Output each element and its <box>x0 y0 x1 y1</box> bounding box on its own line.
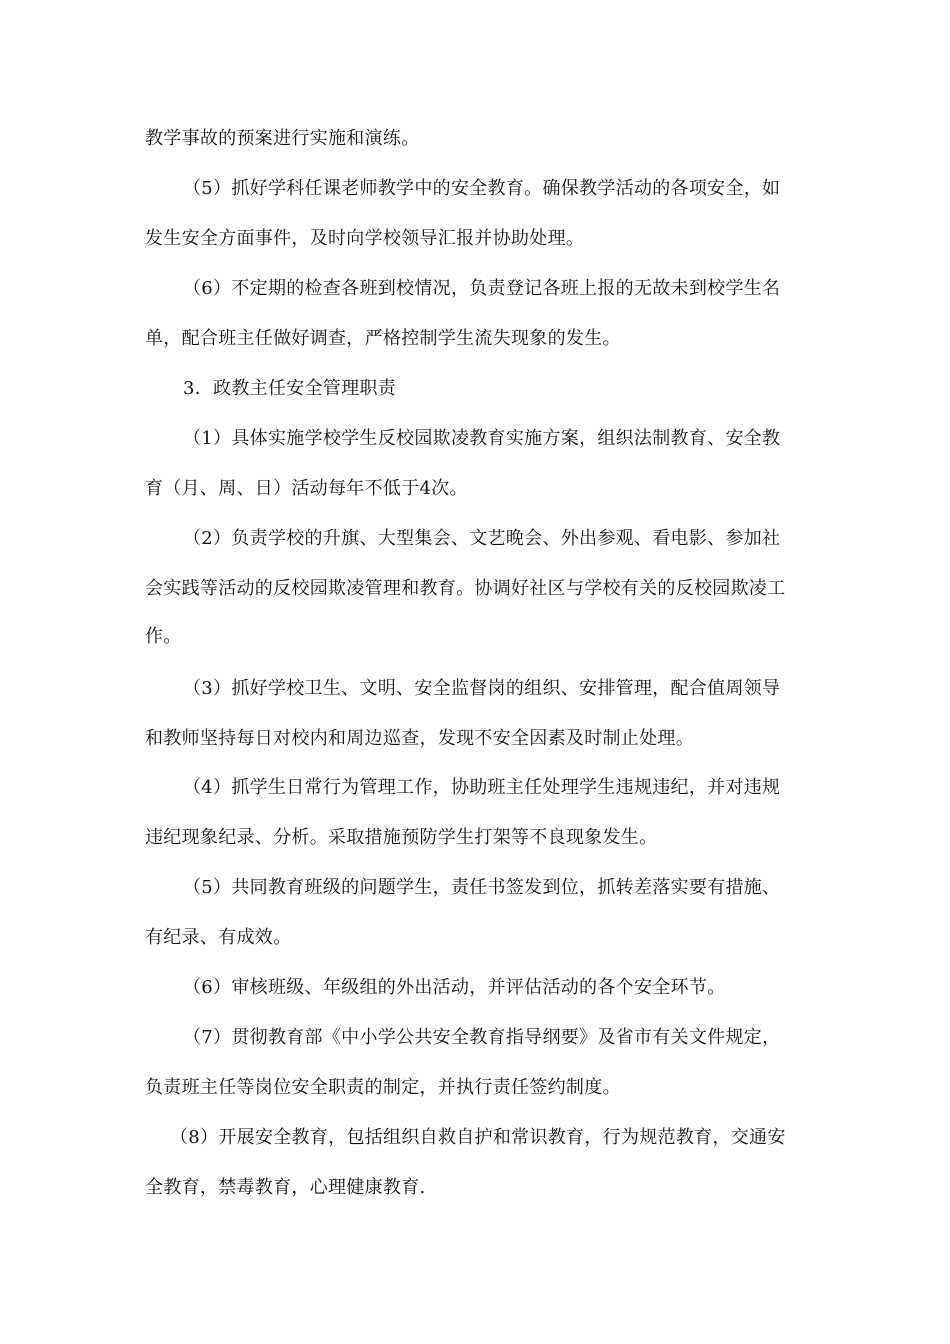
paragraph-5-line-1: （5）抓好学科任课老师教学中的安全教育。确保教学活动的各项安全，如 <box>183 178 781 199</box>
paragraph-2-line-3: 作。 <box>145 626 182 647</box>
paragraph-8-line-1: （8）开展安全教育，包括组织自救自护和常识教育，行为规范教育，交通安 <box>170 1127 786 1148</box>
section-heading: 3．政教主任安全管理职责 <box>183 378 397 399</box>
paragraph-6b-line-1: （6）审核班级、年级组的外出活动，并评估活动的各个安全环节。 <box>183 977 726 998</box>
paragraph-6-line-2: 单，配合班主任做好调查，严格控制学生流失现象的发生。 <box>145 328 621 349</box>
paragraph-3-line-2: 和教师坚持每日对校内和周边巡查，发现不安全因素及时制止处理。 <box>145 728 694 749</box>
paragraph-2-line-1: （2）负责学校的升旗、大型集会、文艺晚会、外出参观、看电影、参加社 <box>183 528 781 549</box>
paragraph-4-line-2: 违纪现象纪录、分析。采取措施预防学生打架等不良现象发生。 <box>145 827 658 848</box>
paragraph-5b-line-1: （5）共同教育班级的问题学生，责任书签发到位，抓转差落实要有措施、 <box>183 877 781 898</box>
paragraph-5-line-2: 发生安全方面事件，及时向学校领导汇报并协助处理。 <box>145 228 585 249</box>
paragraph-6-line-1: （6）不定期的检查各班到校情况，负责登记各班上报的无故未到校学生名 <box>183 278 781 299</box>
paragraph-7-line-1: （7）贯彻教育部《中小学公共安全教育指导纲要》及省市有关文件规定， <box>183 1027 781 1048</box>
paragraph-1-line-1: （1）具体实施学校学生反校园欺凌教育实施方案，组织法制教育、安全教 <box>183 428 781 449</box>
paragraph-5b-line-2: 有纪录、有成效。 <box>145 927 292 948</box>
paragraph-8-line-2: 全教育，禁毒教育，心理健康教育. <box>145 1177 426 1198</box>
paragraph-7-line-2: 负责班主任等岗位安全职责的制定，并执行责任签约制度。 <box>145 1077 621 1098</box>
paragraph-2-line-2: 会实践等活动的反校园欺凌管理和教育。协调好社区与学校有关的反校园欺凌工 <box>145 578 786 599</box>
paragraph-4-line-1: （4）抓学生日常行为管理工作，协助班主任处理学生违规违纪，并对违规 <box>183 777 781 798</box>
text-line: 教学事故的预案进行实施和演练。 <box>145 128 420 149</box>
paragraph-3-line-1: （3）抓好学校卫生、文明、安全监督岗的组织、安排管理，配合值周领导 <box>183 678 781 699</box>
paragraph-1-line-2: 育（月、周、日）活动每年不低于4次。 <box>145 478 468 499</box>
